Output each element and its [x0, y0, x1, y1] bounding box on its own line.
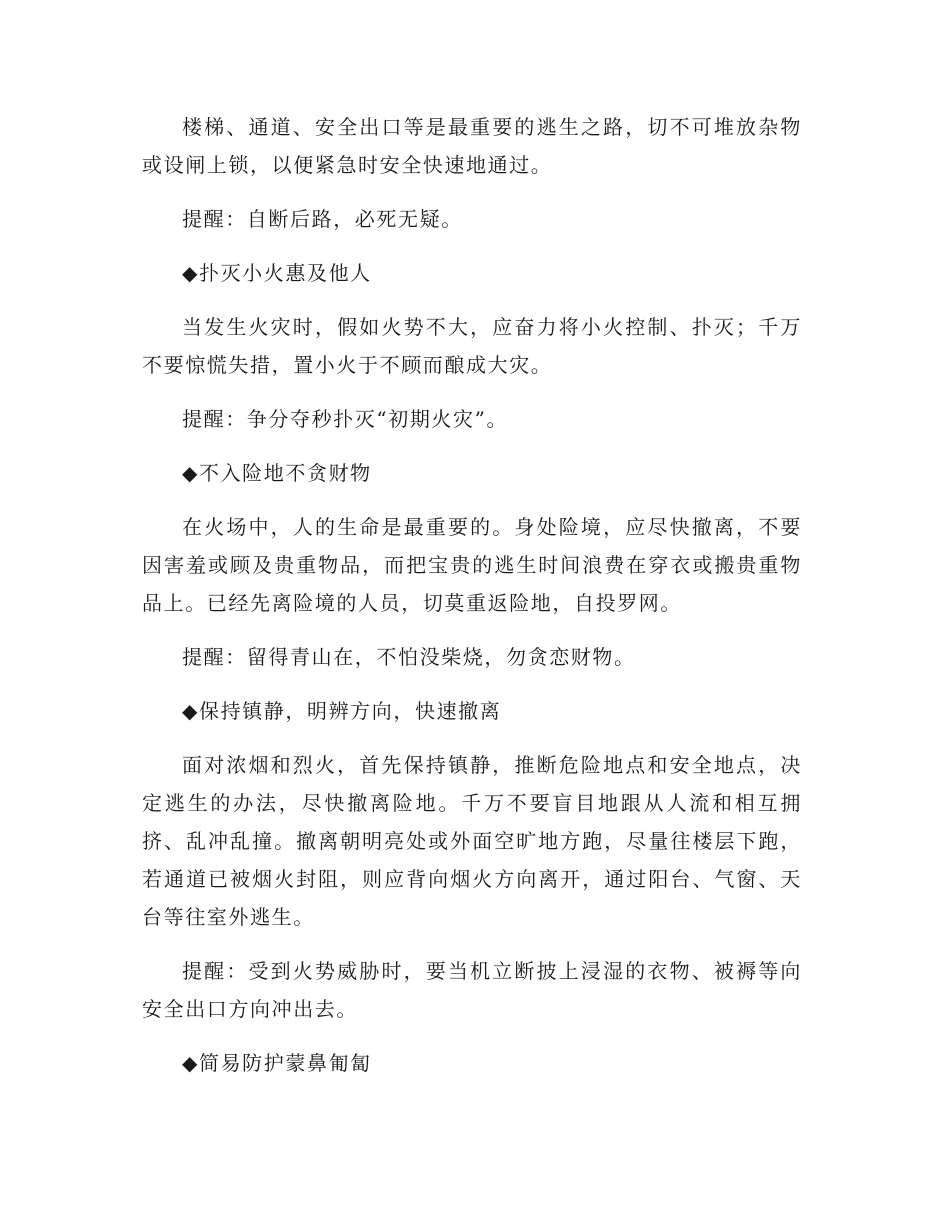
paragraph-evacuate: 面对浓烟和烈火，首先保持镇静，推断危险地点和安全地点，决定逃生的办法，尽快撤离险地。千万不要盲目地跟从人流和相互拥挤、乱冲乱撞。撤离朝明亮处或外面空旷地方跑，尽量往楼层下跑，若通道已被烟火封阻，则应背向烟火方向离开，通过阳台、气窗、天台等往室外逃生。 — [142, 753, 802, 929]
paragraph-reminder-1: 提醒：自断后路，必死无疑。 — [182, 207, 463, 231]
paragraph-life-first: 在火场中，人的生命是最重要的。身处险境，应尽快撤离，不要因害羞或顾及贵重物品，而把宝贵的逃生时间浪费在穿衣或搬贵重物品上。已经先离险境的人员，切莫重返险地，自投罗网。 — [142, 515, 802, 615]
section-heading-text: 不入险地不贪财物 — [198, 461, 372, 485]
document-body — [142, 108, 802, 1098]
section-heading-text: 保持镇静，明辨方向，快速撤离 — [198, 699, 502, 723]
section-heading-protection — [142, 1044, 802, 1082]
section-heading-stay-calm — [142, 692, 802, 730]
diamond-bullet-icon: ◆ — [182, 461, 199, 485]
paragraph-small-fire: 当发生火灾时，假如火势不大，应奋力将小火控制、扑灭；千万不要惊慌失措，置小火于不顾而酿成大灾。 — [142, 315, 802, 377]
diamond-bullet-icon: ◆ — [182, 1051, 199, 1075]
section-heading-text: 扑灭小火惠及他人 — [198, 261, 372, 285]
section-heading-extinguish — [142, 254, 802, 292]
diamond-bullet-icon: ◆ — [182, 699, 199, 723]
paragraph-reminder-3: 提醒：留得青山在，不怕没柴烧，勿贪恋财物。 — [182, 645, 636, 669]
section-heading-text: 简易防护蒙鼻匍匐 — [198, 1051, 372, 1075]
diamond-bullet-icon: ◆ — [182, 261, 199, 285]
paragraph-reminder-2: 提醒：争分夺秒扑灭“初期火灾”。 — [182, 407, 509, 431]
paragraph-reminder-4: 提醒：受到火势威胁时，要当机立断披上浸湿的衣物、被褥等向安全出口方向冲出去。 — [142, 959, 802, 1021]
section-heading-no-danger — [142, 454, 802, 492]
paragraph-exits: 楼梯、通道、安全出口等是最重要的逃生之路，切不可堆放杂物或设闸上锁，以便紧急时安全快速地通过。 — [142, 115, 802, 177]
